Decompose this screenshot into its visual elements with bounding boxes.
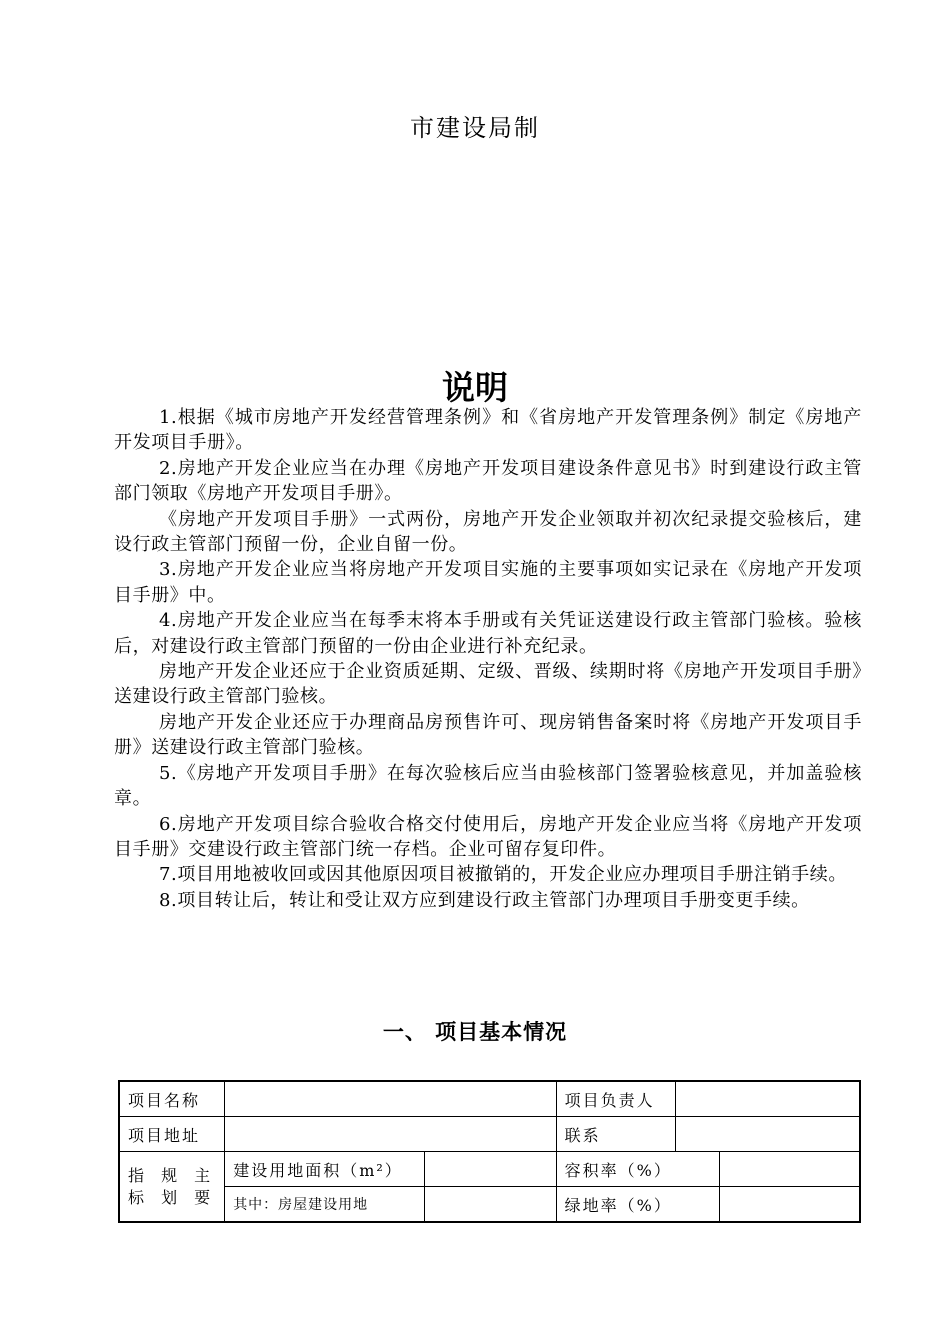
land-area-value[interactable] <box>424 1152 556 1187</box>
note-paragraph: 5.《房地产开发项目手册》在每次验核后应当由验核部门签署验核意见，并加盖验核章。 <box>114 762 862 810</box>
note-paragraph: 《房地产开发项目手册》一式两份，房地产开发企业领取并初次纪录提交验核后，建设行政主管部门预留一份，企业自留一份。 <box>114 508 862 556</box>
note-paragraph: 8.项目转让后，转让和受让双方应到建设行政主管部门办理项目手册变更手续。 <box>159 889 810 911</box>
project-address-value[interactable] <box>225 1117 556 1152</box>
housing-land-value[interactable] <box>424 1187 556 1223</box>
table-row <box>119 1152 860 1187</box>
section-title: 一、 项目基本情况 <box>382 1020 568 1044</box>
project-leader-label: 项目负责人 <box>556 1081 676 1117</box>
notes-body <box>114 405 862 913</box>
note-paragraph: 4.房地产开发企业应当在每季末将本手册或有关凭证送建设行政主管部门验核。验核后，对建设行政主管部门预留的一份由企业进行补充纪录。 <box>114 610 862 657</box>
land-area-label: 建设用地面积（m²） <box>225 1152 425 1187</box>
note-paragraph: 1.根据《城市房地产开发经营管理条例》和《省房地产开发管理条例》制定《房地产开发项目手册》。 <box>114 407 862 454</box>
table-row <box>119 1187 860 1223</box>
project-info-table <box>118 1080 861 1223</box>
table-row <box>119 1117 860 1152</box>
note-paragraph: 2.房地产开发企业应当在办理《房地产开发项目建设条件意见书》时到建设行政主管部门领取《房地产开发项目手册》。 <box>114 457 862 505</box>
note-paragraph: 6.房地产开发项目综合验收合格交付使用后，房地产开发企业应当将《房地产开发项目手册》交建设行政主管部门统一存档。企业可留存复印件。 <box>114 813 862 860</box>
project-address-label: 项目地址 <box>119 1117 225 1152</box>
notes-title: 说明 <box>442 368 508 407</box>
contact-label: 联系 <box>556 1117 676 1152</box>
plot-ratio-label: 容积率（%） <box>556 1152 719 1187</box>
contact-value[interactable] <box>676 1117 860 1152</box>
planning-label-line: 标 划 要 <box>128 1187 217 1207</box>
plot-ratio-value[interactable] <box>719 1152 860 1187</box>
issuer-line: 市建设局制 <box>410 114 540 142</box>
note-paragraph: 房地产开发企业还应于企业资质延期、定级、晋级、续期时将《房地产开发项目手册》送建设行政主管部门验核。 <box>114 661 862 708</box>
planning-indicators-label <box>119 1152 225 1223</box>
green-ratio-label: 绿地率（%） <box>556 1187 719 1223</box>
project-name-value[interactable] <box>225 1081 556 1117</box>
green-ratio-value[interactable] <box>719 1187 860 1223</box>
project-name-label: 项目名称 <box>119 1081 225 1117</box>
planning-label-line: 指 规 主 <box>128 1165 217 1185</box>
note-paragraph: 7.项目用地被收回或因其他原因项目被撤销的，开发企业应办理项目手册注销手续。 <box>159 864 847 886</box>
note-paragraph: 房地产开发企业还应于办理商品房预售许可、现房销售备案时将《房地产开发项目手册》送建设行政主管部门验核。 <box>114 711 862 759</box>
project-leader-value[interactable] <box>676 1081 860 1117</box>
housing-land-label: 其中：房屋建设用地 <box>225 1187 425 1223</box>
table-row <box>119 1081 860 1117</box>
note-paragraph: 3.房地产开发企业应当将房地产开发项目实施的主要事项如实记录在《房地产开发项目手册》中。 <box>114 559 862 606</box>
